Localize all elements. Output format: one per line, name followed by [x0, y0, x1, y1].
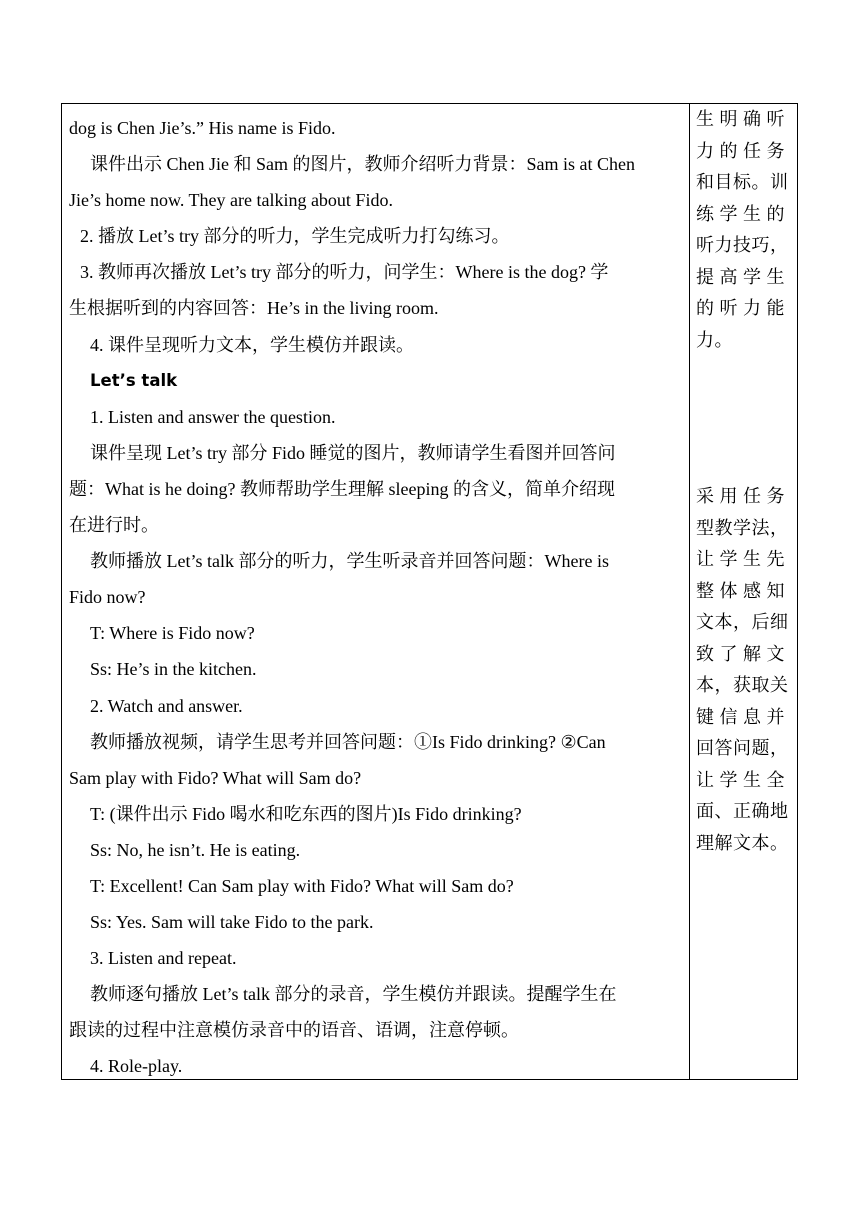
lesson-plan-table: [61, 103, 798, 1080]
procedure-line: 课件出示 Chen Jie 和 Sam 的图片，教师介绍听力背景：Sam is at Chen: [90, 154, 635, 175]
design-intent-line: 让 学 生 全: [696, 769, 785, 790]
design-intent-line: 力。: [696, 329, 733, 350]
design-intent-line: 回答问题，: [696, 738, 789, 758]
procedure-line: Ss: Yes. Sam will take Fido to the park.: [90, 912, 374, 933]
column-divider: [689, 104, 690, 1079]
design-intent-line: 理解文本。: [696, 832, 789, 853]
design-intent-line: 练 学 生 的: [696, 203, 785, 224]
design-intent-line: 型教学法，: [696, 517, 789, 538]
procedure-line: T: (课件出示 Fido 喝水和吃东西的图片)Is Fido drinking?: [90, 803, 522, 824]
design-intent-line: 力 的 任 务: [696, 140, 785, 161]
design-intent-line: 整 体 感 知: [696, 580, 785, 601]
design-intent-line: 致 了 解 文: [696, 643, 785, 664]
design-intent-line: 采 用 任 务: [696, 486, 785, 506]
procedure-line: 4. Role-play.: [90, 1056, 183, 1077]
procedure-line: Fido now?: [69, 587, 146, 608]
procedure-line: Ss: No, he isn’t. He is eating.: [90, 839, 301, 860]
procedure-line: 在进行时。: [69, 515, 159, 536]
design-intent-line: 提 高 学 生: [696, 266, 785, 287]
procedure-line: 教师播放视频，请学生思考并回答问题：①Is Fido drinking? ②Can: [90, 731, 606, 752]
design-intent-line: 的 听 力 能: [696, 298, 785, 318]
procedure-line: 3. 教师再次播放 Let’s try 部分的听力，问学生：Where is the dog? 学: [80, 262, 609, 283]
design-intent-line: 面、正确地: [696, 801, 789, 821]
procedure-line: 题：What is he doing? 教师帮助学生理解 sleeping 的含义，简单介绍现: [69, 478, 615, 499]
procedure-line: 2. 播放 Let’s try 部分的听力，学生完成听力打勾练习。: [80, 226, 510, 247]
teaching-procedure-column: [69, 110, 683, 1085]
procedure-line: Ss: He’s in the kitchen.: [90, 659, 257, 680]
procedure-line: 1. Listen and answer the question.: [90, 406, 336, 427]
design-intent-block-listening: [696, 104, 792, 356]
design-intent-line: 和目标。训: [696, 172, 789, 192]
procedure-line: Jie’s home now. They are talking about Fido.: [69, 190, 393, 211]
design-intent-block-task: [696, 481, 792, 859]
procedure-line: 教师播放 Let’s talk 部分的听力，学生听录音并回答问题：Where is: [90, 551, 609, 572]
procedure-line: 2. Watch and answer.: [90, 695, 243, 716]
procedure-line: 生根据听到的内容回答：He’s in the living room.: [69, 298, 439, 319]
design-intent-line: 文本，后细: [696, 612, 789, 632]
design-intent-line: 生 明 确 听: [696, 109, 785, 129]
design-intent-line: 听力技巧，: [696, 235, 789, 255]
section-heading: Let’s talk: [90, 370, 178, 390]
design-intent-line: 本，获取关: [696, 675, 789, 695]
procedure-line: 课件呈现 Let’s try 部分 Fido 睡觉的图片，教师请学生看图并回答问: [90, 442, 616, 463]
procedure-line: T: Excellent! Can Sam play with Fido? What will Sam do?: [90, 875, 514, 896]
procedure-line: T: Where is Fido now?: [90, 623, 255, 644]
procedure-line: 3. Listen and repeat.: [90, 948, 237, 969]
design-intent-line: 键 信 息 并: [696, 706, 785, 727]
design-intent-line: 让 学 生 先: [696, 549, 785, 569]
procedure-line: Sam play with Fido? What will Sam do?: [69, 767, 362, 788]
procedure-line: dog is Chen Jie’s.” His name is Fido.: [69, 118, 336, 138]
procedure-line: 跟读的过程中注意模仿录音中的语音、语调，注意停顿。: [69, 1020, 519, 1041]
procedure-line: 教师逐句播放 Let’s talk 部分的录音，学生模仿并跟读。提醒学生在: [90, 984, 617, 1005]
procedure-line: 4. 课件呈现听力文本，学生模仿并跟读。: [90, 334, 414, 355]
